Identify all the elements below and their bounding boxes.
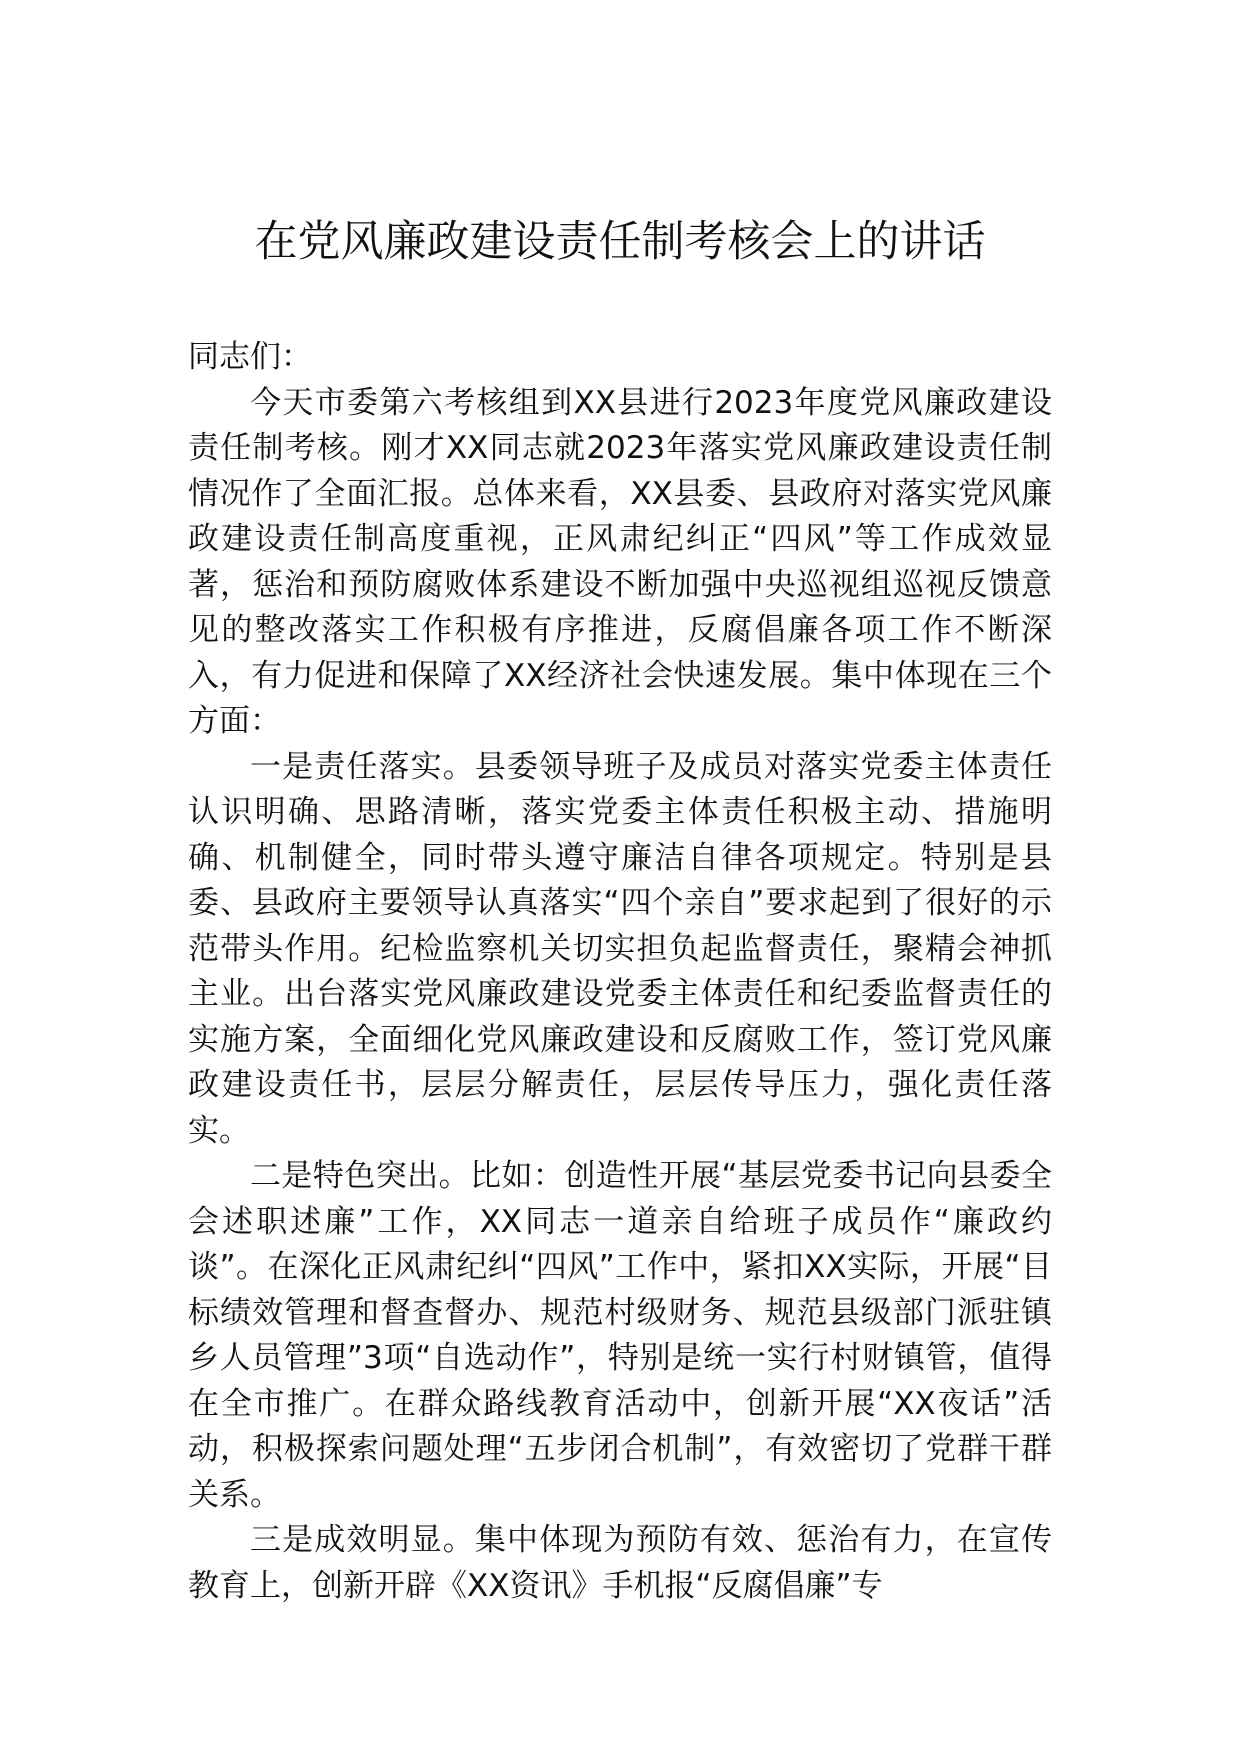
- document-body: [188, 335, 1052, 1609]
- paragraph-intro: 今天市委第六考核组到XX县进行2023年度党风廉政建设责任制考核。刚才XX同志就2023年落实党风廉政建设责任制情况作了全面汇报。总体来看，XX县委、县政府对落实党风廉政建设责任制高度重视，正风肃纪纠正“四风”等工作成效显著，惩治和预防腐败体系建设不断加强中央巡视组巡视反馈意见的整改落实工作积极有序推进，反腐倡廉各项工作不断深入，有力促进和保障了XX经济社会快速发展。集中体现在三个方面：: [188, 384, 1052, 739]
- paragraph-responsibility: 一是责任落实。县委领导班子及成员对落实党委主体责任认识明确、思路清晰，落实党委主体责任积极主动、措施明确、机制健全，同时带头遵守廉洁自律各项规定。特别是县委、县政府主要领导认真落实“四个亲自”要求起到了很好的示范带头作用。纪检监察机关切实担负起监督责任，聚精会神抓主业。出台落实党风廉政建设党委主体责任和纪委监督责任的实施方案，全面细化党风廉政建设和反腐败工作，签订党风廉政建设责任书，层层分解责任，层层传导压力，强化责任落实。: [188, 748, 1052, 1149]
- paragraph-features: 二是特色突出。比如：创造性开展“基层党委书记向县委全会述职述廉”工作，XX同志一道亲自给班子成员作“廉政约谈”。在深化正风肃纪纠“四风”工作中，紧扣XX实际，开展“目标绩效管理和督查督办、规范村级财务、规范县级部门派驻镇乡人员管理”3项“自选动作”，特别是统一实行村财镇管，值得在全市推广。在群众路线教育活动中，创新开展“XX夜话”活动，积极探索问题处理“五步闭合机制”，有效密切了党群干群关系。: [188, 1158, 1052, 1513]
- paragraph-results: 三是成效明显。集中体现为预防有效、惩治有力，在宣传教育上，创新开辟《XX资讯》手机报“反腐倡廉”专: [188, 1522, 1052, 1604]
- salutation: 同志们：: [188, 339, 312, 375]
- document-title: 在党风廉政建设责任制考核会上的讲话: [254, 217, 986, 267]
